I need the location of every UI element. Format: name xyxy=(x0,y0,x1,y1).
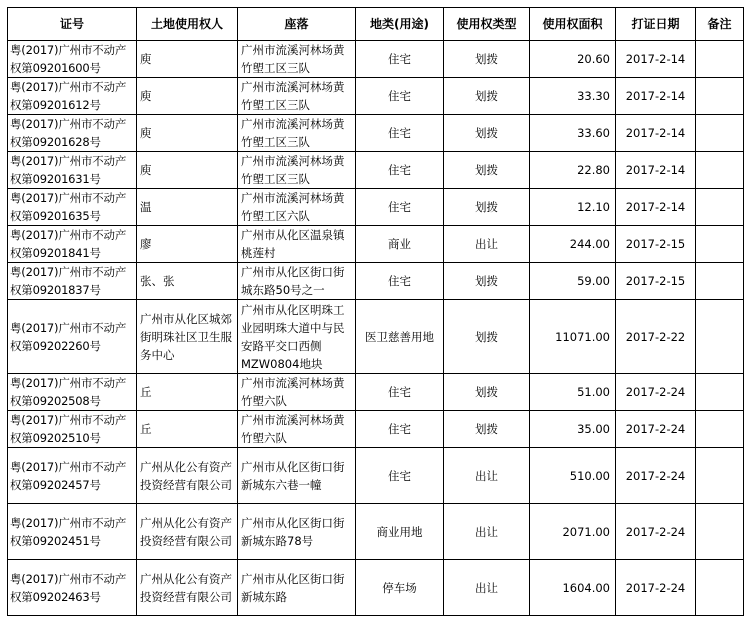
remarks-cell xyxy=(696,504,744,560)
cert-no-cell: 粤(2017)广州市不动产权第09202451号 xyxy=(8,504,137,560)
issue-date-cell: 2017-2-24 xyxy=(616,411,696,448)
table-row xyxy=(8,504,744,560)
table-row xyxy=(8,448,744,504)
header-right-type: 使用权类型 xyxy=(444,8,530,41)
right-type-cell: 划拨 xyxy=(444,152,530,189)
location-cell: 广州市从化区街口街新城东路 xyxy=(238,560,356,616)
cert-no-cell: 粤(2017)广州市不动产权第09201841号 xyxy=(8,226,137,263)
right-type-cell: 划拨 xyxy=(444,78,530,115)
issue-date-cell: 2017-2-24 xyxy=(616,560,696,616)
land-use-cell: 住宅 xyxy=(356,448,444,504)
cert-no-cell: 粤(2017)广州市不动产权第09201635号 xyxy=(8,189,137,226)
owner-cell: 广州从化公有资产投资经营有限公司 xyxy=(137,560,238,616)
cert-no-cell: 粤(2017)广州市不动产权第09201837号 xyxy=(8,263,137,300)
location-cell: 广州市流溪河林场黄竹塱六队 xyxy=(238,374,356,411)
table-row xyxy=(8,115,744,152)
area-cell: 33.60 xyxy=(530,115,616,152)
remarks-cell xyxy=(696,300,744,374)
remarks-cell xyxy=(696,374,744,411)
remarks-cell xyxy=(696,448,744,504)
right-type-cell: 划拨 xyxy=(444,189,530,226)
right-type-cell: 出让 xyxy=(444,504,530,560)
table-body xyxy=(8,41,744,616)
land-use-cell: 医卫慈善用地 xyxy=(356,300,444,374)
land-certificate-table xyxy=(7,7,744,616)
land-use-cell: 住宅 xyxy=(356,115,444,152)
header-owner: 土地使用权人 xyxy=(137,8,238,41)
right-type-cell: 出让 xyxy=(444,226,530,263)
cert-no-cell: 粤(2017)广州市不动产权第09202510号 xyxy=(8,411,137,448)
table-row xyxy=(8,152,744,189)
remarks-cell xyxy=(696,78,744,115)
location-cell: 广州市流溪河林场黄竹塱工区六队 xyxy=(238,189,356,226)
header-location: 座落 xyxy=(238,8,356,41)
remarks-cell xyxy=(696,115,744,152)
area-cell: 20.60 xyxy=(530,41,616,78)
owner-cell: 温 xyxy=(137,189,238,226)
owner-cell: 庾 xyxy=(137,41,238,78)
remarks-cell xyxy=(696,560,744,616)
location-cell: 广州市流溪河林场黄竹塱工区三队 xyxy=(238,78,356,115)
table-row xyxy=(8,78,744,115)
area-cell: 35.00 xyxy=(530,411,616,448)
area-cell: 1604.00 xyxy=(530,560,616,616)
header-row xyxy=(8,8,744,41)
table-row xyxy=(8,226,744,263)
table-row xyxy=(8,300,744,374)
location-cell: 广州市从化区街口街新城东路78号 xyxy=(238,504,356,560)
area-cell: 244.00 xyxy=(530,226,616,263)
area-cell: 2071.00 xyxy=(530,504,616,560)
remarks-cell xyxy=(696,411,744,448)
cert-no-cell: 粤(2017)广州市不动产权第09201612号 xyxy=(8,78,137,115)
right-type-cell: 划拨 xyxy=(444,374,530,411)
right-type-cell: 划拨 xyxy=(444,115,530,152)
table-row xyxy=(8,41,744,78)
owner-cell: 庾 xyxy=(137,78,238,115)
land-use-cell: 住宅 xyxy=(356,411,444,448)
area-cell: 33.30 xyxy=(530,78,616,115)
table-row xyxy=(8,411,744,448)
right-type-cell: 划拨 xyxy=(444,41,530,78)
location-cell: 广州市从化区街口街新城东六巷一幢 xyxy=(238,448,356,504)
area-cell: 59.00 xyxy=(530,263,616,300)
cert-no-cell: 粤(2017)广州市不动产权第09201628号 xyxy=(8,115,137,152)
owner-cell: 广州从化公有资产投资经营有限公司 xyxy=(137,448,238,504)
owner-cell: 廖 xyxy=(137,226,238,263)
issue-date-cell: 2017-2-14 xyxy=(616,189,696,226)
owner-cell: 广州从化公有资产投资经营有限公司 xyxy=(137,504,238,560)
remarks-cell xyxy=(696,41,744,78)
header-land-use: 地类(用途) xyxy=(356,8,444,41)
cert-no-cell: 粤(2017)广州市不动产权第09202463号 xyxy=(8,560,137,616)
issue-date-cell: 2017-2-15 xyxy=(616,226,696,263)
land-use-cell: 住宅 xyxy=(356,263,444,300)
land-use-cell: 住宅 xyxy=(356,374,444,411)
area-cell: 51.00 xyxy=(530,374,616,411)
remarks-cell xyxy=(696,152,744,189)
land-certificate-table-container xyxy=(7,7,744,616)
cert-no-cell: 粤(2017)广州市不动产权第09202457号 xyxy=(8,448,137,504)
owner-cell: 广州市从化区城郊街明珠社区卫生服务中心 xyxy=(137,300,238,374)
issue-date-cell: 2017-2-24 xyxy=(616,504,696,560)
header-issue-date: 打证日期 xyxy=(616,8,696,41)
issue-date-cell: 2017-2-24 xyxy=(616,374,696,411)
right-type-cell: 划拨 xyxy=(444,411,530,448)
issue-date-cell: 2017-2-14 xyxy=(616,78,696,115)
land-use-cell: 住宅 xyxy=(356,189,444,226)
land-use-cell: 停车场 xyxy=(356,560,444,616)
owner-cell: 庾 xyxy=(137,152,238,189)
location-cell: 广州市流溪河林场黄竹塱工区三队 xyxy=(238,152,356,189)
location-cell: 广州市流溪河林场黄竹塱工区三队 xyxy=(238,115,356,152)
land-use-cell: 商业用地 xyxy=(356,504,444,560)
land-use-cell: 商业 xyxy=(356,226,444,263)
remarks-cell xyxy=(696,189,744,226)
issue-date-cell: 2017-2-14 xyxy=(616,152,696,189)
right-type-cell: 出让 xyxy=(444,560,530,616)
cert-no-cell: 粤(2017)广州市不动产权第09201600号 xyxy=(8,41,137,78)
area-cell: 510.00 xyxy=(530,448,616,504)
table-row xyxy=(8,374,744,411)
issue-date-cell: 2017-2-14 xyxy=(616,115,696,152)
issue-date-cell: 2017-2-22 xyxy=(616,300,696,374)
location-cell: 广州市流溪河林场黄竹塱六队 xyxy=(238,411,356,448)
owner-cell: 丘 xyxy=(137,374,238,411)
location-cell: 广州市从化区温泉镇桃莲村 xyxy=(238,226,356,263)
header-remarks: 备注 xyxy=(696,8,744,41)
location-cell: 广州市流溪河林场黄竹塱工区三队 xyxy=(238,41,356,78)
owner-cell: 张、张 xyxy=(137,263,238,300)
header-area: 使用权面积 xyxy=(530,8,616,41)
remarks-cell xyxy=(696,263,744,300)
location-cell: 广州市从化区明珠工业园明珠大道中与民安路平交口西侧MZW0804地块 xyxy=(238,300,356,374)
table-row xyxy=(8,263,744,300)
land-use-cell: 住宅 xyxy=(356,78,444,115)
location-cell: 广州市从化区街口街城东路50号之一 xyxy=(238,263,356,300)
issue-date-cell: 2017-2-15 xyxy=(616,263,696,300)
owner-cell: 丘 xyxy=(137,411,238,448)
area-cell: 11071.00 xyxy=(530,300,616,374)
right-type-cell: 划拨 xyxy=(444,300,530,374)
owner-cell: 庾 xyxy=(137,115,238,152)
table-row xyxy=(8,560,744,616)
header-cert-no: 证号 xyxy=(8,8,137,41)
cert-no-cell: 粤(2017)广州市不动产权第09202508号 xyxy=(8,374,137,411)
cert-no-cell: 粤(2017)广州市不动产权第09201631号 xyxy=(8,152,137,189)
right-type-cell: 划拨 xyxy=(444,263,530,300)
issue-date-cell: 2017-2-14 xyxy=(616,41,696,78)
land-use-cell: 住宅 xyxy=(356,152,444,189)
area-cell: 12.10 xyxy=(530,189,616,226)
remarks-cell xyxy=(696,226,744,263)
area-cell: 22.80 xyxy=(530,152,616,189)
cert-no-cell: 粤(2017)广州市不动产权第09202260号 xyxy=(8,300,137,374)
issue-date-cell: 2017-2-24 xyxy=(616,448,696,504)
table-row xyxy=(8,189,744,226)
land-use-cell: 住宅 xyxy=(356,41,444,78)
right-type-cell: 出让 xyxy=(444,448,530,504)
